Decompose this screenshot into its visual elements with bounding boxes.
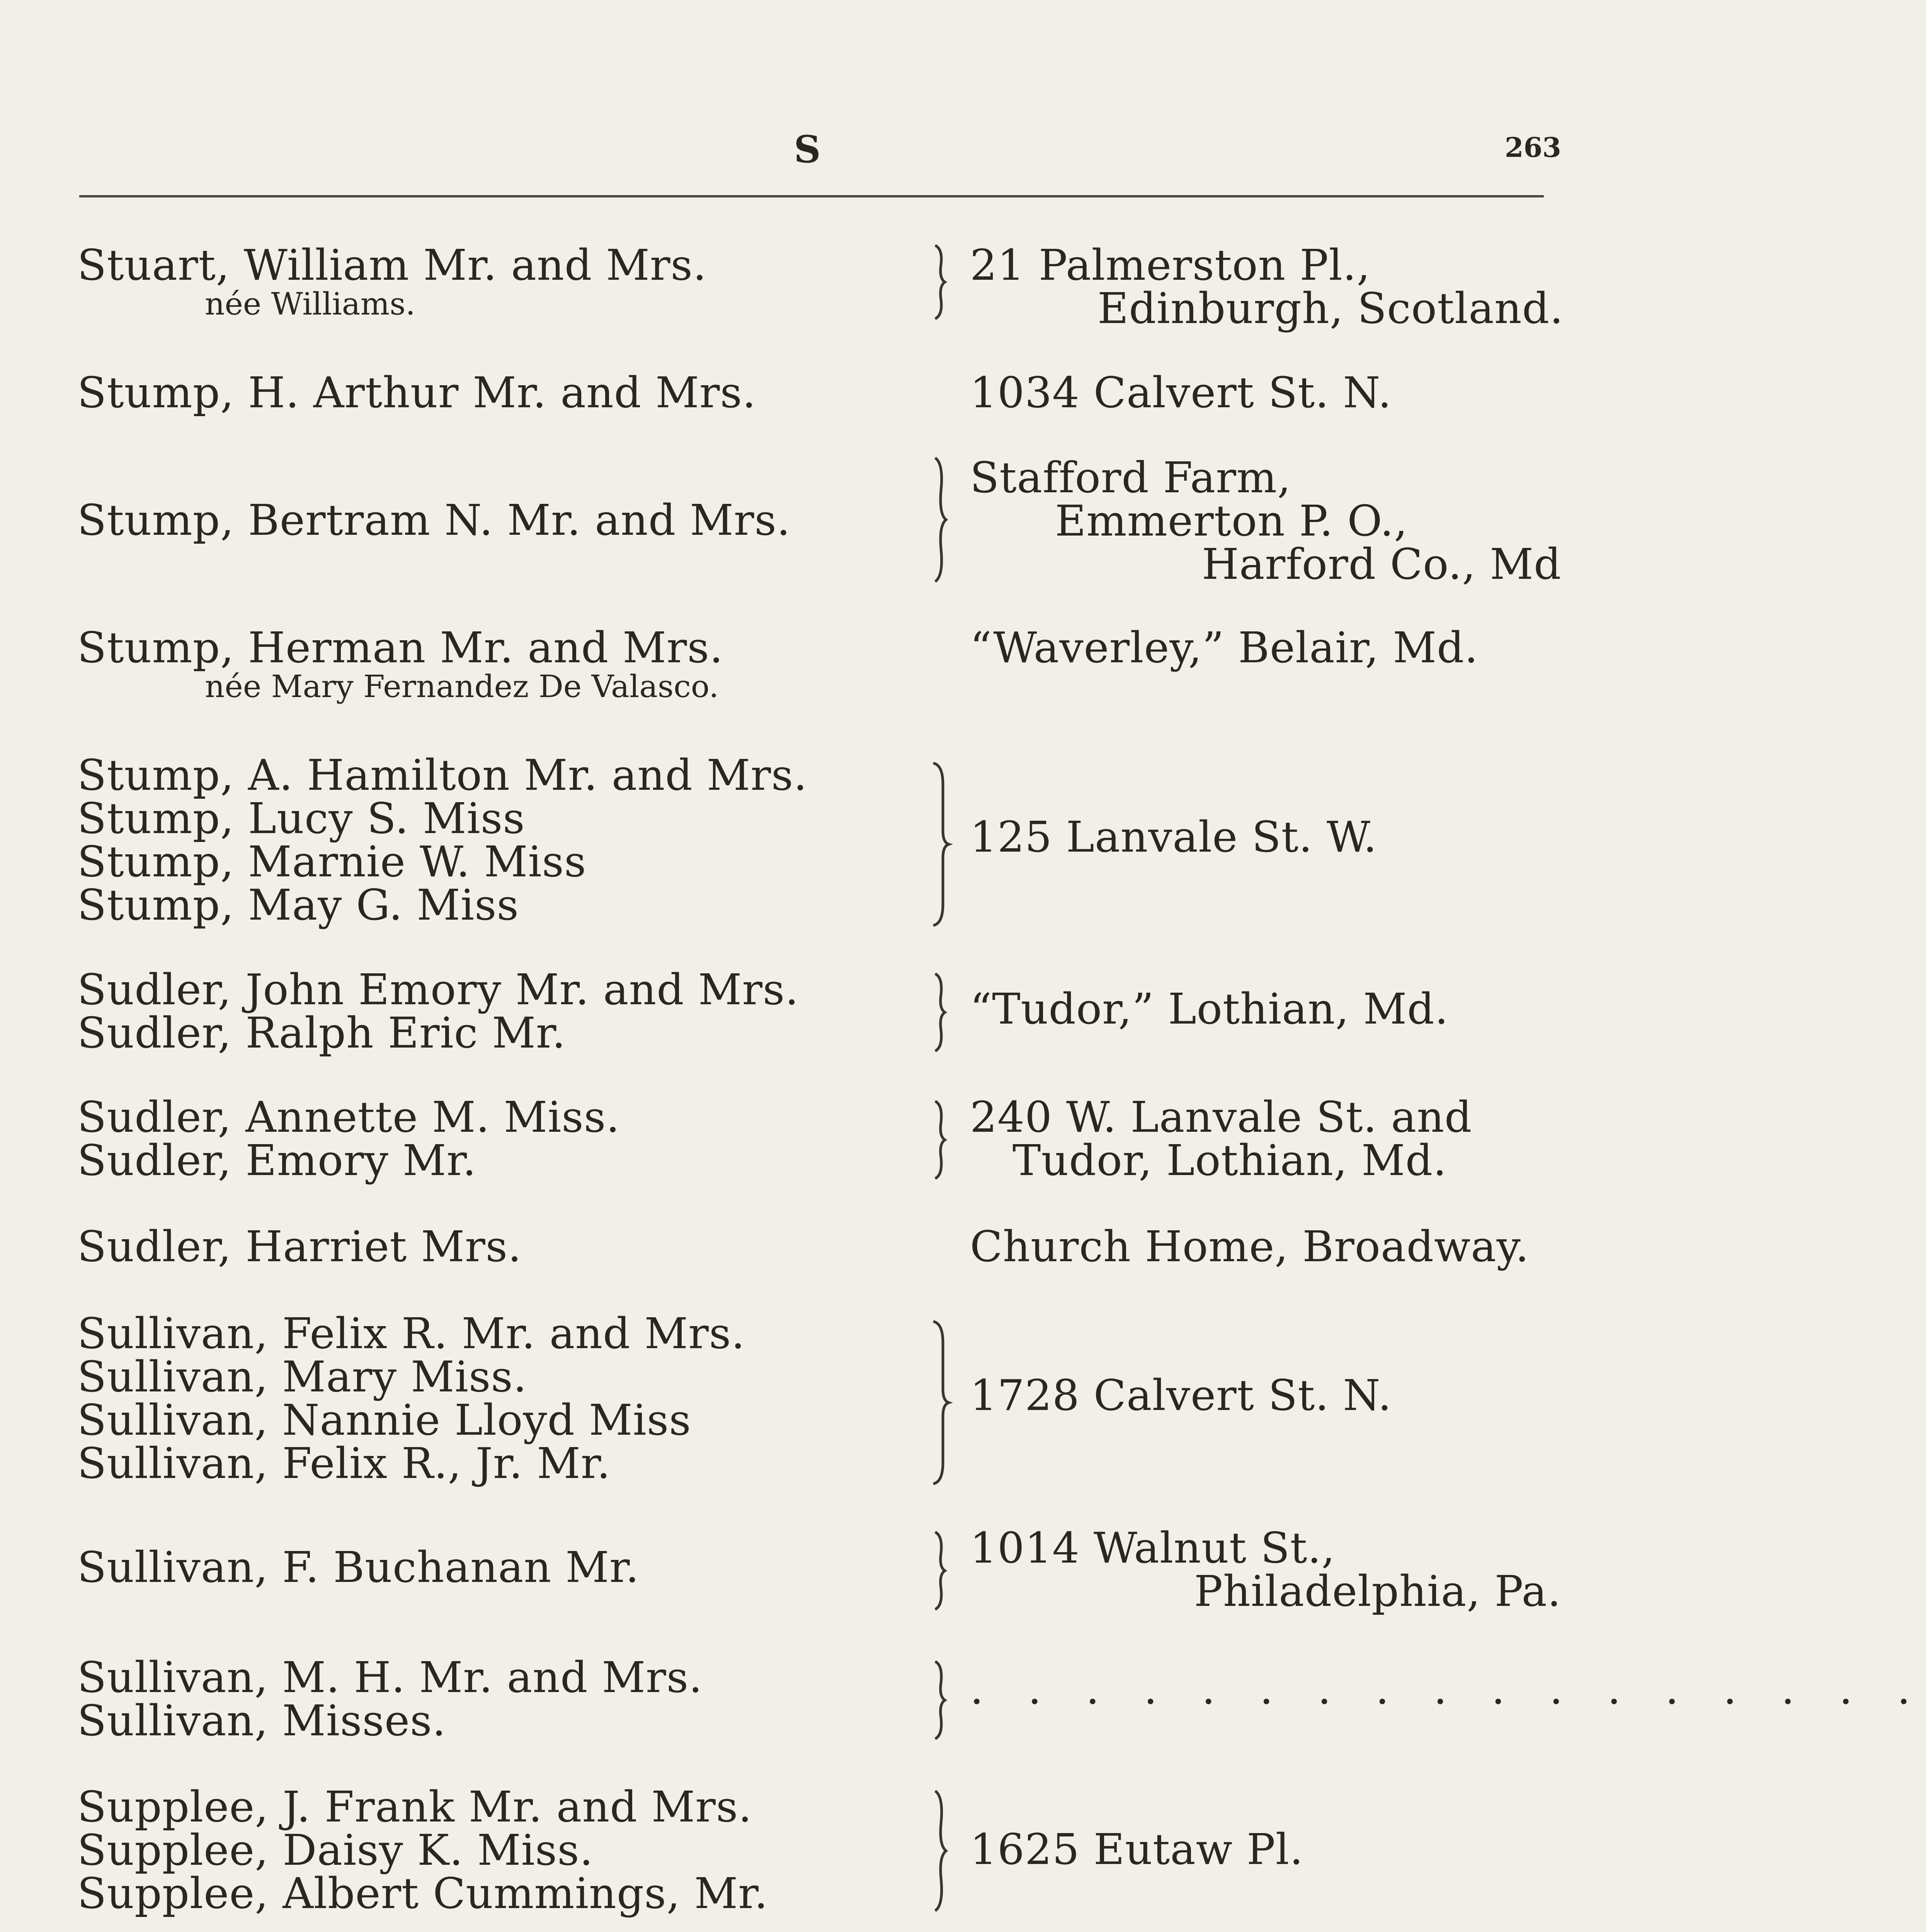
address-line: 1625 Eutaw Pl. [970,1825,1304,1874]
address-line: Church Home, Broadway. [970,1222,1530,1271]
entry-name: Stump, A. Hamilton Mr. and Mrs. [77,750,808,800]
entry-name: Sullivan, F. Buchanan Mr. [77,1543,640,1592]
entry-name: Stump, Lucy S. Miss [77,794,525,843]
address-line: “Tudor,” Lothian, Md. [970,984,1449,1034]
address-line: Tudor, Lothian, Md. [1012,1136,1447,1185]
entry-address [970,368,1557,417]
address-line: Philadelphia, Pa. [1194,1566,1562,1616]
entry-names [77,1543,908,1592]
address-line: Edinburgh, Scotland. [1097,284,1564,333]
entry-name: Stump, Marnie W. Miss [77,837,587,886]
brace-icon [924,1789,954,1913]
entry-address [970,453,1562,589]
entry-address [970,1523,1562,1616]
entry-names [77,1092,908,1185]
entry-name: Stump, May G. Miss [77,880,519,930]
entry-address [970,1092,1557,1185]
brace-icon [924,1530,954,1611]
brace-icon [924,1320,954,1486]
section-letter: S [794,128,822,171]
brace-icon [924,761,954,927]
brace-icon [924,243,954,321]
address-line: 240 W. Lanvale St. and [970,1092,1472,1142]
address-line: 125 Lanvale St. W. [970,812,1377,862]
entry-address [970,1371,1557,1420]
entry-name: Stuart, William Mr. and Mrs. [77,240,707,290]
address-line: 1728 Calvert St. N. [970,1371,1392,1420]
entry-name: Supplee, Albert Cummings, Mr. [77,1869,768,1918]
entry-name: Sudler, John Emory Mr. and Mrs. [77,965,799,1014]
entry-names [77,240,908,322]
page-number: 263 [1504,131,1561,163]
address-line: “Waverley,” Belair, Md. [970,623,1479,672]
entry-address [970,1222,1557,1271]
entry-name: Sudler, Annette M. Miss. [77,1092,620,1142]
entry-names [77,1222,908,1271]
brace-icon [924,972,954,1053]
entry-name: Stump, Bertram N. Mr. and Mrs. [77,495,791,545]
entry-names [77,965,908,1058]
entry-name: Supplee, Daisy K. Miss. [77,1825,594,1875]
entry-names [77,1653,908,1745]
entry-name: Sudler, Ralph Eric Mr. [77,1008,566,1058]
entry-name: Sudler, Emory Mr. [77,1136,476,1185]
brace-icon [924,1660,954,1741]
address-line: Stafford Farm, [970,453,1291,502]
entry-name: Stump, Herman Mr. and Mrs. [77,623,723,672]
entry-address [970,240,1564,333]
address-placeholder-dots: . . . . . . . . . . . . . . . . . [970,1664,1926,1714]
entry-address [970,1664,1926,1714]
entry-names [77,1309,908,1488]
brace-icon [924,456,954,583]
address-line: 1034 Calvert St. N. [970,368,1392,417]
address-line: 1014 Walnut St., [970,1523,1336,1573]
entry-names [77,623,908,704]
entry-names [77,1782,908,1918]
entry-nee: née Mary Fernandez De Valasco. [205,668,719,704]
entry-nee: née Williams. [205,286,415,322]
entry-name: Sullivan, Misses. [77,1696,446,1745]
entry-names [77,368,908,417]
entry-name: Stump, H. Arthur Mr. and Mrs. [77,368,756,417]
entry-name: Supplee, J. Frank Mr. and Mrs. [77,1782,752,1832]
brace-icon [924,1099,954,1180]
address-line: 21 Palmerston Pl., [970,240,1371,290]
address-line: Emmerton P. O., [1055,496,1408,546]
entry-names [77,750,908,930]
entry-address [970,623,1557,672]
address-line: Harford Co., Md [1202,539,1562,589]
entry-address [970,812,1557,862]
entry-address [970,1825,1557,1874]
entry-name: Sullivan, Felix R., Jr. Mr. [77,1439,611,1488]
entry-name: Sullivan, Felix R. Mr. and Mrs. [77,1309,745,1358]
entry-name: Sullivan, M. H. Mr. and Mrs. [77,1653,703,1702]
entry-address [970,984,1557,1034]
header-rule [79,195,1544,197]
entry-name: Sullivan, Nannie Lloyd Miss [77,1395,691,1445]
entry-names [77,495,908,545]
entry-name: Sudler, Harriet Mrs. [77,1222,522,1271]
entry-name: Sullivan, Mary Miss. [77,1352,527,1401]
